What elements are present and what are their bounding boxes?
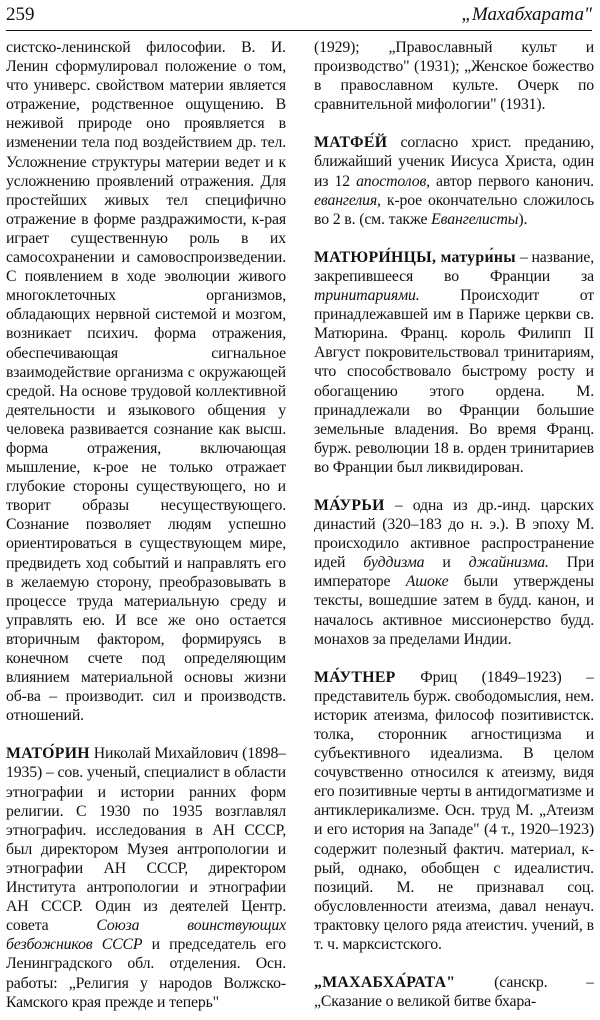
page-header <box>6 4 592 31</box>
entry-italic-ref: джайнизма. <box>468 554 549 572</box>
entry-italic-ref: тринитариями. <box>314 287 420 305</box>
entry-text: – название, закрепившееся во Франции за <box>314 248 594 285</box>
headword-mauri: МА́УРЬИ <box>314 496 385 514</box>
headword-matfei: МАТФЕ́Й <box>314 134 388 152</box>
entry-text: и председатель его Ленинградского обл. отделения. Осн. работы: „Религия у народов Волжско-Камского края прежде и теперь" <box>6 936 286 1011</box>
entry-matfei <box>314 133 594 228</box>
entry-matorin <box>6 744 286 1011</box>
entry-text: к-рое окончательно сложилось во 2 в. (см. также <box>314 191 594 228</box>
page-number: 259 <box>6 4 35 25</box>
entry-italic-ref: Союза воинствующих безбожников СССР <box>6 917 286 954</box>
entry-italic-ref: апостолов, <box>356 172 430 190</box>
entry-mahabharata <box>314 973 594 1011</box>
entry-text: были утверждены тексты, вошедшие затем в будд. канон, и началось активное миссионерство будд. монахов за пределами Индии. <box>314 573 594 648</box>
entry-text: автор первого канонич. <box>429 172 594 190</box>
entry-italic-ref: Евангелисты <box>431 210 519 228</box>
entry-text: Происходит от принадлежавшей им в Париже церкви св. Матюрина. Франц. король Филипп II Август покровительствовал тринитариям, что способствовало быстрому росту и обогащению этого ордена. М. принадлежали во Франции большие земельные владения. Во время Франц. бурж. революции 18 в. орден тринитариев во Франции был ликвидирован. <box>314 287 594 476</box>
entry-text: При императоре <box>314 554 594 591</box>
running-title: „Махабхарата" <box>461 4 592 25</box>
right-column <box>314 38 594 1013</box>
entry-mauthner <box>314 668 594 954</box>
headword-maturiny: МАТЮРИ́НЦЫ, матури́ны <box>314 248 516 266</box>
headword-matorin: МАТО́РИН <box>6 745 90 763</box>
entry-text: – одна из др.-инд. царских династий (320–183 до н. э.). В эпоху М. происходило активное распространение идей <box>314 496 594 572</box>
entry-italic-ref: Ашоке <box>405 573 449 591</box>
continuation-paragraph: (1929); „Православный культ и производство" (1931); „Женское божество в православном культе. Очерк по сравнительной мифологии" (1931). <box>314 39 594 114</box>
entry-italic-ref: евангелия, <box>314 191 381 209</box>
entry-text: Николай Михайлович (1898–1935) – сов. ученый, специалист в области этнографии и истории ранних форм религии. С 1930 по 1935 возглавлял этнографич. исследования в АН СССР, был директором Музея антропологии и этнографии АН СССР, директором Института антропологии и этнографии АН СССР. Один из деятелей Центр. совета <box>6 745 286 935</box>
entry-maturiny <box>314 248 594 477</box>
entry-text: ). <box>518 210 528 228</box>
entry-text: и <box>424 554 469 572</box>
continuation-paragraph: систско-ленинской философии. В. И. Ленин сформулировал положение о том, что универс. свойством материи является отражение, родственное ощущению. В неживой природе оно проявляется в изменении тела под воздействием др. тел. Усложнение структуры материи ведет и к усложнению проявлений отражения. Для простейших живых тел специфично отражение в форме раздражимости, к-рая играет существенную роль в их самосохранении и самовоспроизведении. С появлением в ходе эволюции живого многоклеточных организмов, обладающих нервной системой и мозгом, возникает психич. форма отражения, обеспечивающая сигнальное взаимодействие организма с окружающей средой. На основе трудовой коллективной деятельности и языкового общения у человека развивается сознание как высш. форма отражения, включающая мышление, к-рое не только отражает глубокие стороны существующего, но и творит образы несуществующего. Сознание позволяет людям успешно ориентироваться в существующем мире, предвидеть ход событий и направлять его в желаемую сторону, преобразовывать в процессе труда материальную среду и управлять ею. И все же оно остается вторичным фактором, формируясь в конечном счете под определяющим влиянием материальной основы жизни об-ва – производит. сил и производств. отношений. <box>6 39 286 725</box>
entry-text: Фриц (1849–1923) – представитель бурж. свободомыслия, нем. историк атеизма, философ позитивистск. толка, сторонник агностицизма и субъективного идеализма. В целом сочувственно относился к атеизму, видя его позитивные черты в антидогматизме и антиклерикализме. Осн. труд М. „Атеизм и его история на Западе" (4 т., 1920–1923) содержит полезный фактич. материал, к-рый, однако, обобщен с идеалистич. позиций. М. не признавал соц. обусловленности атеизма, давал ненауч. трактовку целого ряда атеистич. учений, в т. ч. марксистского. <box>314 668 594 954</box>
entry-italic-ref: буддизма <box>363 554 425 572</box>
headword-mauthner: МА́УТНЕР <box>314 668 396 686</box>
entry-text: (санскр. – „Сказание о великой битве бхара- <box>314 974 594 1011</box>
entry-text: согласно христ. преданию, ближайший ученик Иисуса Христа, один из 12 <box>314 134 594 190</box>
headword-mahabharata: „МАХАБХА́РАТА" <box>314 974 456 992</box>
entry-mauri <box>314 496 594 649</box>
left-column <box>6 38 286 1013</box>
